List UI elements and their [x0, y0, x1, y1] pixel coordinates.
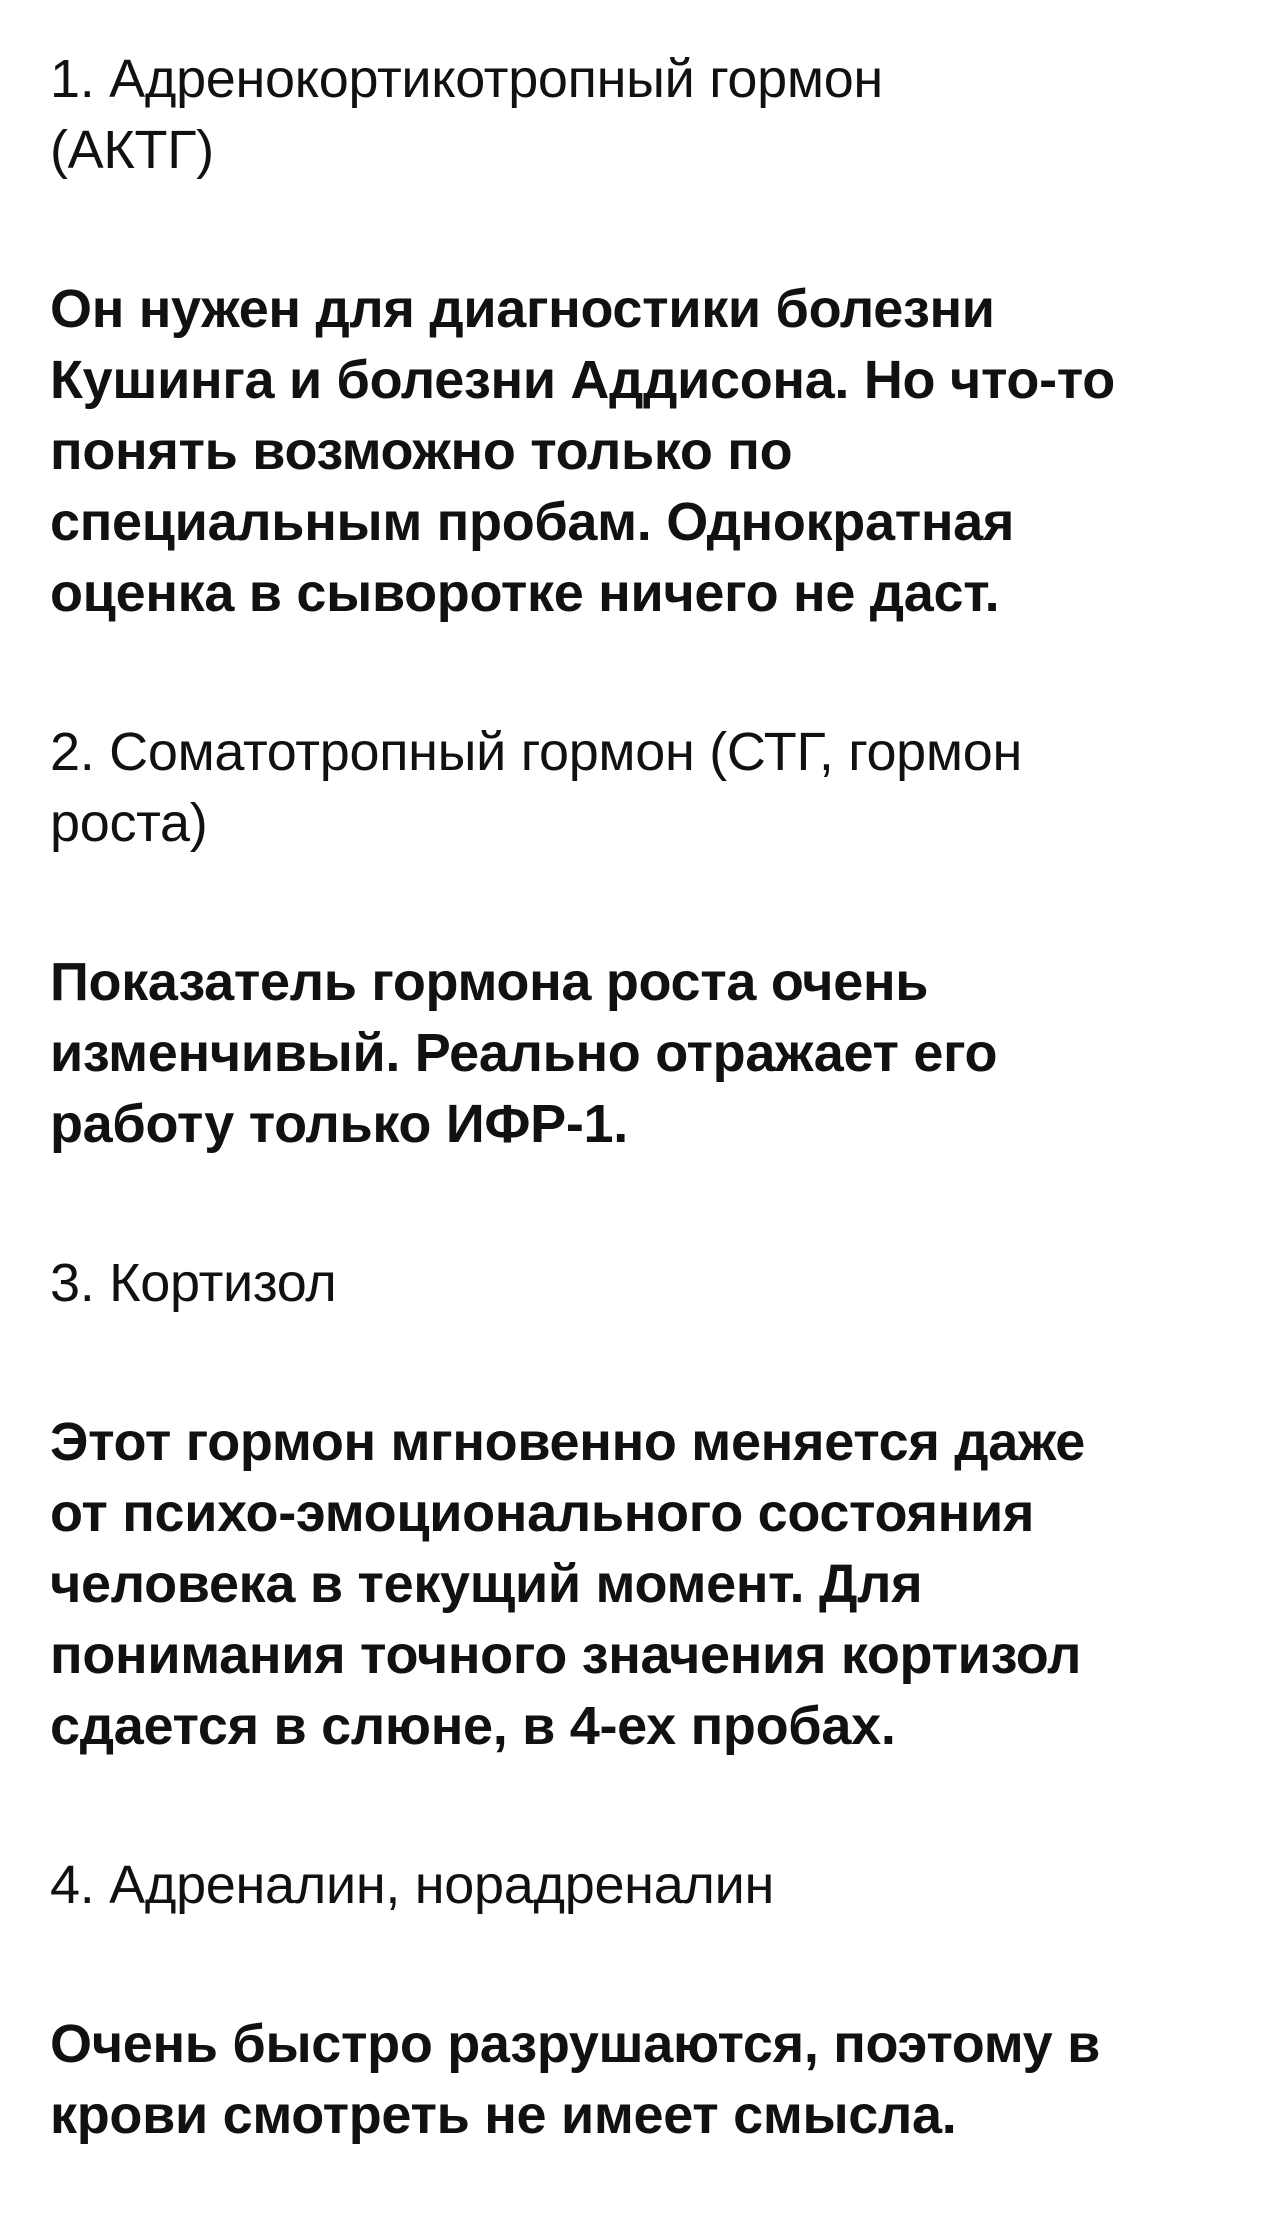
section-2-heading [50, 717, 1250, 859]
heading-line: 4. Адреналин, норадреналин [50, 1855, 775, 1915]
body-line: специальным пробам. Однократная [50, 492, 1015, 552]
body-line: понимания точного значения кортизол [50, 1625, 1082, 1685]
section-3-body [50, 1407, 1250, 1762]
body-line: от психо-эмоционального состояния [50, 1483, 1035, 1543]
body-line: крови смотреть не имеет смысла. [50, 2085, 957, 2145]
body-line: Показатель гормона роста очень [50, 952, 929, 1012]
heading-line: 1. Адренокортикотропный гормон [50, 49, 883, 109]
body-line: Он нужен для диагностики болезни [50, 279, 995, 339]
heading-line: 3. Кортизол [50, 1253, 337, 1313]
heading-line: (АКТГ) [50, 120, 214, 180]
body-line: человека в текущий момент. Для [50, 1554, 923, 1614]
body-line: понять возможно только по [50, 421, 793, 481]
body-line: изменчивый. Реально отражает его [50, 1023, 998, 1083]
body-line: Очень быстро разрушаются, поэтому в [50, 2014, 1101, 2074]
section-3-heading [50, 1248, 1250, 1319]
body-line: Кушинга и болезни Аддисона. Но что-то [50, 350, 1115, 410]
section-4-heading [50, 1850, 1250, 1921]
section-1-heading [50, 44, 1250, 186]
section-2-body [50, 947, 1250, 1160]
section-4-body [50, 2009, 1250, 2151]
body-line: оценка в сыворотке ничего не даст. [50, 563, 1000, 623]
section-1-body [50, 274, 1250, 629]
body-line: работу только ИФР-1. [50, 1094, 628, 1154]
document-page [50, 44, 1250, 2239]
body-line: сдается в слюне, в 4-ех пробах. [50, 1696, 896, 1756]
heading-line: 2. Соматотропный гормон (СТГ, гормон [50, 722, 1022, 782]
body-line: Этот гормон мгновенно меняется даже [50, 1412, 1086, 1472]
heading-line: роста) [50, 793, 208, 853]
